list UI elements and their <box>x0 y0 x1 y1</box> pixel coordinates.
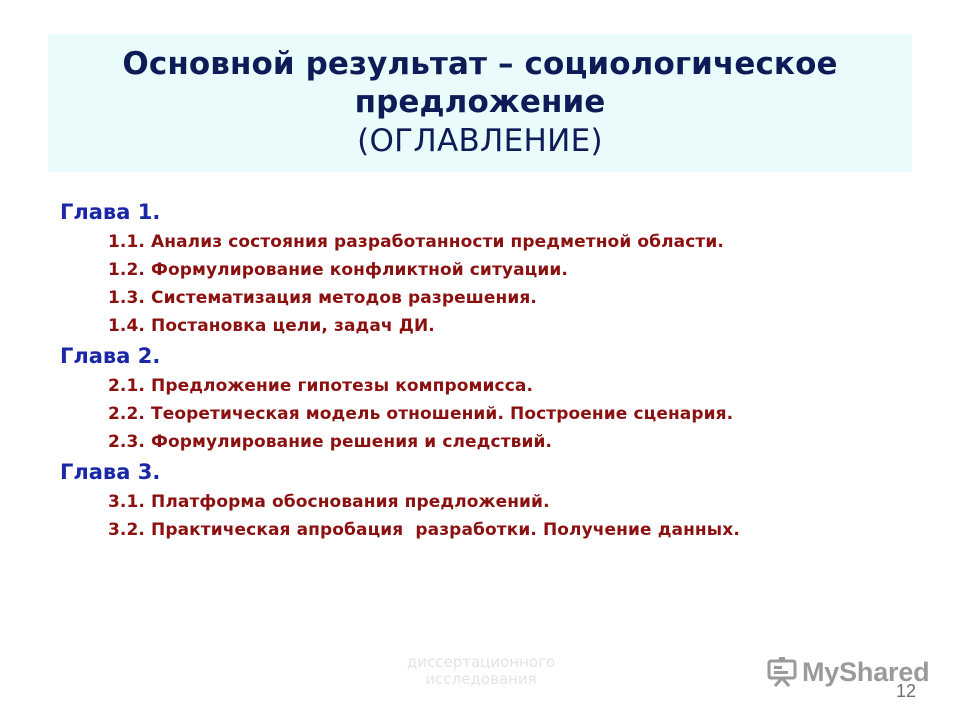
section-3-2: 3.2. Практическая апробация разработки. Получение данных. <box>108 520 740 540</box>
chapter-2-heading: Глава 2. <box>60 344 161 368</box>
title-box <box>48 34 912 172</box>
faint-footer-line-2: исследования <box>425 670 537 688</box>
presentation-board-icon <box>766 657 798 687</box>
faint-footer-text <box>386 654 576 688</box>
slide-title: Основной результат – социологическое предложение <box>122 46 838 120</box>
section-3-1: 3.1. Платформа обоснования предложений. <box>108 492 550 512</box>
section-1-3: 1.3. Систематизация методов разрешения. <box>108 288 537 308</box>
slide-subtitle: (ОГЛАВЛЕНИЕ) <box>357 123 603 159</box>
section-2-3: 2.3. Формулирование решения и следствий. <box>108 432 553 452</box>
faint-footer-line-1: диссертационного <box>406 653 556 671</box>
section-2-2: 2.2. Теоретическая модель отношений. Построение сценария. <box>108 404 734 424</box>
brand-name: MyShared <box>802 656 930 687</box>
table-of-contents <box>60 196 920 544</box>
section-2-1: 2.1. Предложение гипотезы компромисса. <box>108 376 533 396</box>
section-1-2: 1.2. Формулирование конфликтной ситуации. <box>108 260 568 280</box>
chapter-3-heading: Глава 3. <box>60 460 161 484</box>
chapter-1-heading: Глава 1. <box>60 200 161 224</box>
section-1-4: 1.4. Постановка цели, задач ДИ. <box>108 316 435 336</box>
section-1-1: 1.1. Анализ состояния разработанности предметной области. <box>108 232 724 252</box>
page-number: 12 <box>895 681 916 701</box>
